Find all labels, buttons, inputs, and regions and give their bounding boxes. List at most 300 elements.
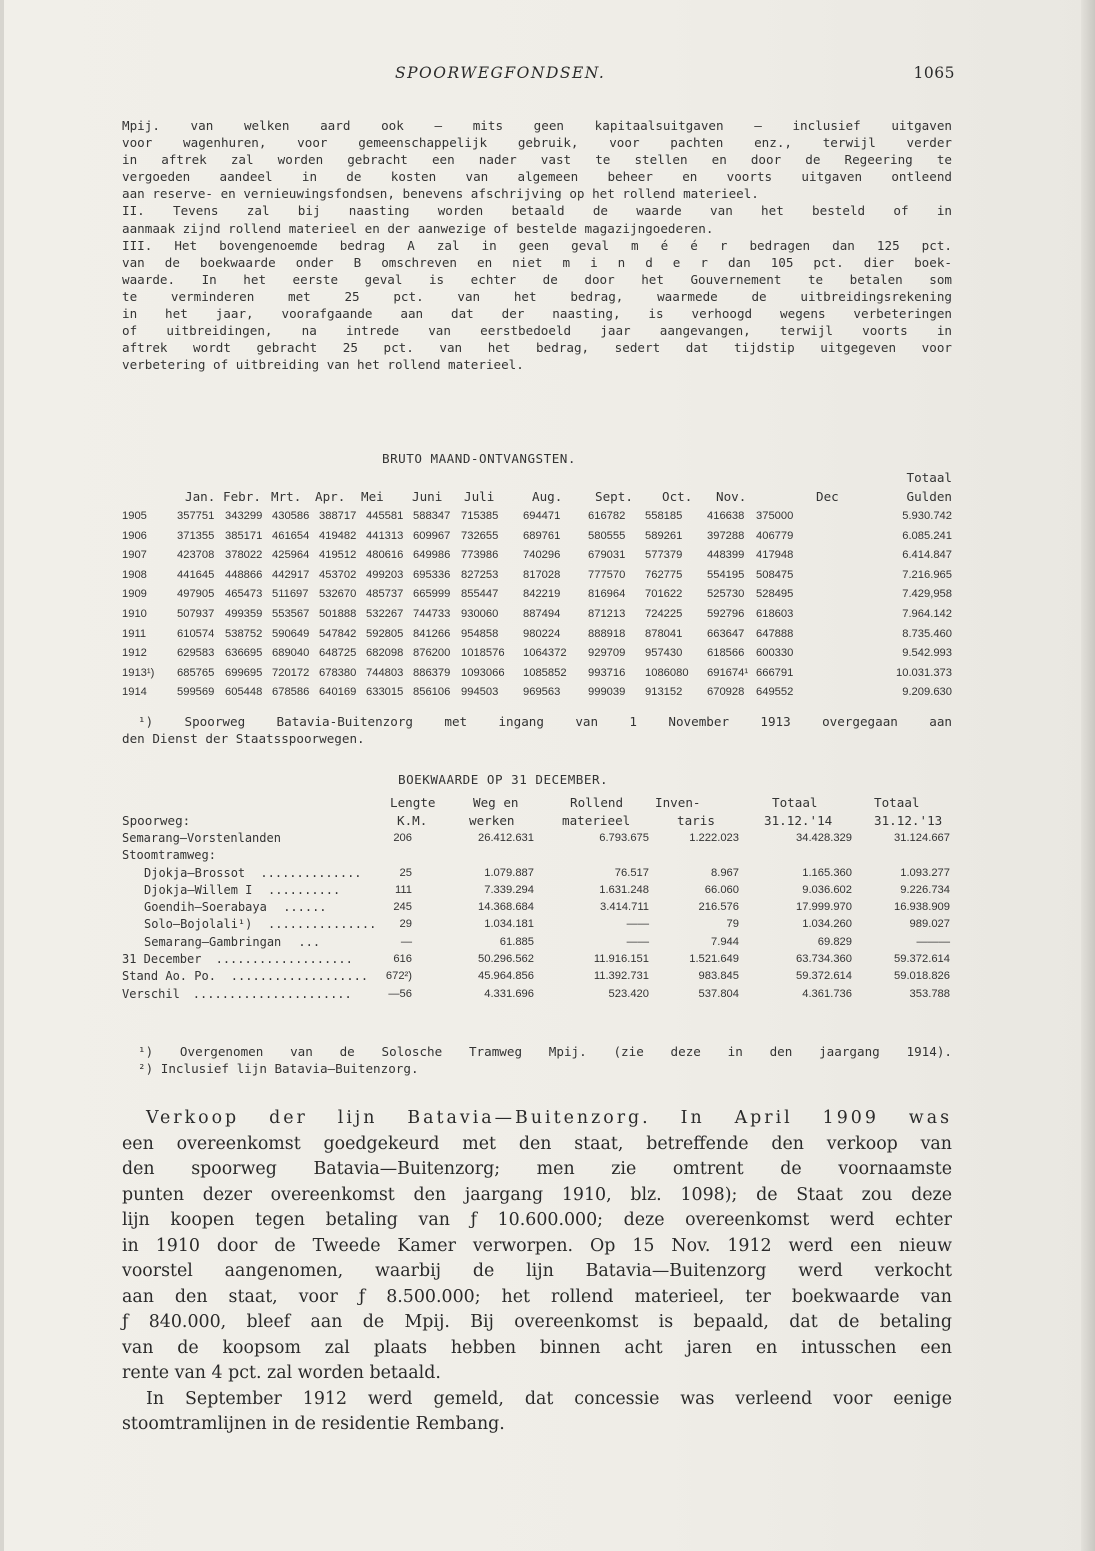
table-row — [122, 917, 952, 934]
row-label: Solo—Bojolali¹) — [144, 917, 253, 932]
row-label: 31 December — [122, 952, 202, 967]
cell-value: 17.999.970 — [796, 901, 852, 914]
table-row — [122, 952, 952, 969]
row-label: Goendih—Soerabaya — [144, 900, 267, 915]
month-value: 993716 — [588, 666, 626, 679]
intro-line: voor wagenhuren, voor gemeenschappelijk gebruik, voor pachten enz., terwijl verder — [122, 135, 952, 151]
cell-value: —56 — [388, 987, 412, 1000]
row-total: 9.542.993 — [902, 647, 952, 660]
month-value: 930060 — [461, 607, 499, 620]
month-value: 957430 — [645, 647, 683, 660]
month-value: 689040 — [272, 647, 310, 660]
cell-value: 1.631.248 — [599, 883, 649, 896]
column-header: Totaal — [874, 795, 920, 810]
table-row — [122, 883, 952, 900]
month-value: 732655 — [461, 529, 499, 542]
row-year: 1914 — [122, 686, 147, 699]
month-value: 425964 — [272, 549, 310, 562]
month-value: 648725 — [319, 647, 357, 660]
month-value: 599569 — [177, 686, 215, 699]
cell-value: 7.944 — [711, 935, 739, 948]
leader-dots: ................... — [230, 969, 369, 984]
cell-value: 45.964.856 — [478, 970, 534, 983]
month-value: 929709 — [588, 647, 626, 660]
footnote-line: den Dienst der Staatsspoorwegen. — [122, 731, 365, 746]
body-line: ƒ 840.000, bleef aan de Mpij. Bij overeenkomst is bepaald, dat de betaling — [122, 1312, 952, 1332]
cell-value: 523.420 — [608, 987, 649, 1000]
row-total: 6.085.241 — [902, 529, 952, 542]
month-value: 357751 — [177, 510, 215, 522]
body-line: voorstel aangenomen, waarbij de lijn Batavia—Buitenzorg werd verkocht — [122, 1261, 952, 1281]
month-value: 685765 — [177, 666, 215, 679]
month-value: 417948 — [756, 549, 794, 562]
month-value: 388717 — [319, 510, 357, 522]
cell-value: 111 — [394, 883, 412, 896]
month-value: 816964 — [588, 588, 626, 601]
body-line: een overeenkomst goedgekeurd met den staat, betreffende den verkoop van — [122, 1133, 952, 1154]
cell-value: 63.734.360 — [796, 953, 852, 966]
month-value: 485737 — [366, 588, 404, 601]
monthly-table-title: BRUTO MAAND-ONTVANGSTEN. — [382, 451, 576, 466]
table-row — [122, 586, 952, 606]
month-value: 999039 — [588, 686, 626, 699]
month-header: Aug. — [532, 489, 563, 504]
body-line: stoomtramlijnen in de residentie Rembang. — [122, 1414, 505, 1434]
month-value: 649552 — [756, 686, 794, 699]
month-value: 678380 — [319, 666, 357, 679]
cell-value: 76.517 — [614, 866, 649, 879]
month-value: 777570 — [588, 568, 626, 581]
monthly-table-body — [122, 508, 952, 704]
month-value: 699695 — [225, 666, 263, 679]
month-value: 480616 — [366, 549, 404, 562]
intro-line: in het jaar, voorafgaande aan dat der naasting, is verhoogd wegens verbeteringen — [122, 306, 952, 322]
month-value: 980224 — [523, 627, 561, 640]
cell-value: 983.845 — [698, 970, 739, 983]
column-subheader: K.M. — [397, 813, 428, 828]
month-value: 694471 — [523, 510, 561, 522]
intro-line: vergoeden aandeel in de kosten van algemeen beheer en voorts uitgaven ontleend — [122, 169, 952, 185]
month-value: 532267 — [366, 607, 404, 620]
month-value: 375000 — [756, 510, 794, 522]
monthly-receipts-table — [122, 470, 952, 704]
month-value: 682098 — [366, 647, 404, 660]
table-row — [122, 969, 952, 986]
table-row — [122, 665, 952, 685]
column-subheader: taris — [677, 813, 715, 828]
row-total: 10.031.373 — [896, 666, 952, 679]
month-value: 580555 — [588, 529, 626, 542]
table-row — [122, 547, 952, 567]
cell-value: 79 — [726, 918, 739, 931]
cell-value: 1.079.887 — [484, 866, 534, 879]
month-value: 406779 — [756, 529, 794, 542]
month-value: 441645 — [177, 568, 215, 581]
running-title: SPOORWEGFONDSEN. — [395, 64, 606, 82]
row-year: 1908 — [122, 568, 147, 581]
cell-value: 216.576 — [698, 901, 739, 914]
page-number: 1065 — [913, 64, 955, 82]
row-year: 1913¹) — [122, 666, 155, 679]
month-value: 715385 — [461, 510, 499, 522]
table-row — [122, 848, 952, 865]
column-subheader: 31.12.'13 — [874, 813, 943, 828]
month-value: 423708 — [177, 549, 215, 562]
month-value: 371355 — [177, 529, 215, 542]
row-year: 1911 — [122, 627, 147, 640]
month-value: 1085852 — [523, 666, 567, 679]
cell-value: 1.521.649 — [689, 953, 739, 966]
row-label: Semarang—Gambringan — [144, 934, 282, 949]
month-value: 508475 — [756, 568, 794, 581]
month-value: 647888 — [756, 627, 794, 640]
monthly-footnote — [122, 713, 952, 747]
month-value: 442917 — [272, 568, 310, 581]
intro-line: III. Het bovengenoemde bedrag A zal in geen geval m é é r bedragen dan 125 pct. — [122, 237, 952, 253]
footnote-line: ¹) Overgenomen van de Solosche Tramweg Mpij. (zie deze in den jaargang 1914). — [138, 1044, 952, 1059]
month-value: 445581 — [366, 510, 404, 522]
month-value: 695336 — [413, 568, 451, 581]
cell-value: 11.916.151 — [593, 953, 649, 966]
month-value: 501888 — [319, 607, 357, 620]
cell-value: 11.392.731 — [593, 970, 649, 983]
month-value: 547842 — [319, 627, 357, 640]
month-value: 740296 — [523, 549, 561, 562]
month-value: 558185 — [645, 510, 683, 522]
cell-value: —— — [626, 918, 649, 931]
row-label: Djokja—Willem I — [144, 882, 253, 897]
month-value: 618603 — [756, 607, 794, 620]
cell-value: 59.018.826 — [894, 970, 950, 983]
cell-value: 1.034.181 — [484, 918, 534, 931]
month-value: 969563 — [523, 686, 561, 699]
intro-line: verbetering of uitbreiding van het rollend materieel. — [122, 357, 524, 373]
column-subheader: werken — [469, 813, 515, 828]
cell-value: 537.804 — [698, 987, 739, 1000]
month-value: 609967 — [413, 529, 451, 542]
month-value: 532670 — [319, 588, 357, 601]
table-row — [122, 987, 952, 1004]
cell-value: 16.938.909 — [894, 901, 950, 914]
month-value: 1018576 — [461, 647, 505, 660]
row-year: 1912 — [122, 647, 147, 660]
table-row — [122, 567, 952, 587]
body-line: van de koopsom zal plaats hebben binnen acht jaren en intusschen een — [122, 1337, 952, 1358]
cell-value: 1.034.260 — [802, 918, 852, 931]
total-header: Totaal — [906, 470, 952, 485]
month-value: 954858 — [461, 627, 499, 640]
month-value: 465473 — [225, 588, 263, 601]
cell-value: 26.412.631 — [478, 832, 534, 844]
intro-line: in aftrek zal worden gebracht een nader vast te stellen en door de Regeering te — [122, 152, 952, 168]
cell-value: 8.967 — [711, 866, 739, 879]
column-header: Totaal — [772, 795, 818, 810]
month-value: 499359 — [225, 607, 263, 620]
month-value: 461654 — [272, 529, 310, 542]
month-value: 855447 — [461, 588, 499, 601]
column-header: Inven- — [655, 795, 701, 810]
month-value: 419482 — [319, 529, 357, 542]
row-label: Semarang—Vorstenlanden — [122, 831, 281, 845]
month-value: 878041 — [645, 627, 683, 640]
month-header: Sept. — [595, 489, 633, 504]
month-value: 871213 — [588, 607, 626, 620]
month-value: 856106 — [413, 686, 451, 699]
page-edge-right — [1081, 0, 1095, 1551]
monthly-table-header — [122, 470, 952, 508]
cell-value: 29 — [399, 918, 412, 931]
month-value: 528495 — [756, 588, 794, 601]
footnote-line: ¹) Spoorweg Batavia-Buitenzorg met ingang van 1 November 1913 overgegaan aan — [138, 714, 952, 729]
cell-value: 206 — [393, 832, 412, 844]
table-row — [122, 900, 952, 917]
row-total: 7.429,958 — [902, 588, 952, 601]
column-subheader: Spoorweg: — [122, 813, 191, 828]
intro-paragraph — [122, 117, 952, 373]
month-header: Juni — [412, 489, 443, 504]
leader-dots: .............. — [260, 865, 362, 880]
month-value: 913152 — [645, 686, 683, 699]
month-value: 773986 — [461, 549, 499, 562]
month-value: 441313 — [366, 529, 404, 542]
month-value: 590649 — [272, 627, 310, 640]
month-value: 538752 — [225, 627, 263, 640]
month-value: 553567 — [272, 607, 310, 620]
intro-line: te verminderen met 25 pct. van het bedrag, waarmede de uitbreidingsrekening — [122, 288, 952, 304]
table-row — [122, 626, 952, 646]
month-value: 588347 — [413, 510, 451, 522]
cell-value: 1.093.277 — [900, 866, 950, 879]
cell-value: 14.368.684 — [478, 901, 534, 914]
table-row — [122, 935, 952, 952]
cell-value: 61.885 — [499, 935, 534, 948]
cell-value: 245 — [393, 901, 412, 914]
cell-value: — — [400, 935, 412, 948]
cell-value: 353.788 — [909, 987, 950, 1000]
month-value: 448399 — [707, 549, 745, 562]
month-value: 610574 — [177, 627, 215, 640]
month-value: 827253 — [461, 568, 499, 581]
month-value: 430586 — [272, 510, 310, 522]
month-value: 876200 — [413, 647, 451, 660]
row-total: 7.216.965 — [902, 568, 952, 581]
cell-value: 4.361.736 — [802, 987, 852, 1000]
cell-value: 3.414.711 — [600, 901, 649, 914]
row-year: 1907 — [122, 549, 147, 562]
month-value: 616782 — [588, 510, 626, 522]
cell-value: 50.296.562 — [478, 953, 534, 966]
cell-value: 69.829 — [817, 935, 852, 948]
cell-value: 4.331.696 — [484, 987, 534, 1000]
sale-paragraph — [122, 1106, 952, 1438]
month-value: 678586 — [272, 686, 310, 699]
row-year: 1906 — [122, 529, 147, 542]
month-value: 554195 — [707, 568, 745, 581]
month-header: Juli — [464, 489, 495, 504]
month-header: Dec — [816, 489, 839, 504]
body-line: rente van 4 pct. zal worden betaald. — [122, 1363, 441, 1383]
month-header: Oct. — [662, 489, 693, 504]
table-row — [122, 645, 952, 665]
column-subheader: materieel — [562, 813, 631, 828]
month-value: 842219 — [523, 588, 561, 601]
leader-dots: ................... — [215, 952, 353, 967]
body-line: den spoorweg Batavia—Buitenzorg; men zie omtrent de voornaamste — [122, 1159, 952, 1179]
cell-value: 31.124.667 — [894, 832, 950, 844]
cell-value: 989.027 — [909, 918, 950, 931]
month-value: 886379 — [413, 666, 451, 679]
month-value: 744803 — [366, 666, 404, 679]
row-year: 1905 — [122, 510, 147, 522]
month-value: 888918 — [588, 627, 626, 640]
book-value-table — [122, 795, 952, 1004]
body-line: In September 1912 werd gemeld, dat concessie was verleend voor eenige — [146, 1388, 952, 1409]
month-value: 497905 — [177, 588, 215, 601]
cell-value: ——— — [916, 935, 950, 948]
book-table-header — [122, 795, 952, 831]
month-value: 666791 — [756, 666, 794, 679]
month-value: 689761 — [523, 529, 561, 542]
month-value: 397288 — [707, 529, 745, 542]
month-value: 817028 — [523, 568, 561, 581]
leader-dots: ...................... — [192, 986, 352, 1001]
book-footnote — [122, 1043, 952, 1077]
cell-value: —— — [626, 935, 649, 948]
month-value: 525730 — [707, 588, 745, 601]
table-row — [122, 866, 952, 883]
month-value: 744733 — [413, 607, 451, 620]
month-value: 600330 — [756, 647, 794, 660]
column-header: Rollend — [570, 795, 624, 810]
month-value: 679031 — [588, 549, 626, 562]
row-total: 7.964.142 — [902, 607, 952, 620]
intro-line: aftrek wordt gebracht 25 pct. van het bedrag, sedert dat tijdstip uitgegeven voor — [122, 340, 952, 356]
running-head — [120, 64, 955, 88]
footnote-line: ²) Inclusief lijn Batavia—Buitenzorg. — [138, 1061, 419, 1076]
month-value: 633015 — [366, 686, 404, 699]
leader-dots: ...... — [283, 900, 327, 915]
cell-value: 672²) — [385, 970, 412, 983]
cell-value: 59.372.614 — [894, 953, 950, 966]
table-row — [122, 606, 952, 626]
intro-line: Mpij. van welken aard ook — mits geen kapitaalsuitgaven — inclusief uitgaven — [122, 118, 952, 133]
cell-value: 7.339.294 — [484, 883, 534, 896]
intro-line: waarde. In het eerste geval is echter de door het Gouvernement te betalen som — [122, 271, 952, 287]
month-header: Jan. — [185, 489, 216, 504]
intro-line: van de boekwaarde onder B omschreven en niet m i n d e r dan 105 pct. dier boek- — [122, 254, 952, 270]
month-value: 343299 — [225, 510, 263, 522]
body-line: lijn koopen tegen betaling van ƒ 10.600.000; deze overeenkomst werd echter — [122, 1210, 952, 1230]
column-header: Lengte — [390, 795, 436, 810]
column-subheader: 31.12.'14 — [764, 813, 833, 828]
book-table-body — [122, 831, 952, 1004]
month-value: 605448 — [225, 686, 263, 699]
month-value: 592805 — [366, 627, 404, 640]
month-value: 701622 — [645, 588, 683, 601]
month-header: Mrt. — [271, 489, 302, 504]
month-value: 665999 — [413, 588, 451, 601]
table-row — [122, 508, 952, 528]
row-label: Stoomtramweg: — [122, 848, 216, 863]
table-row — [122, 831, 952, 848]
month-value: 511697 — [272, 588, 309, 601]
intro-line: II. Tevens zal bij naasting worden betaald de waarde van het besteld of in — [122, 203, 952, 219]
row-label: Stand Ao. Po. — [122, 969, 216, 984]
month-value: 577379 — [645, 549, 683, 562]
month-value: 691674¹ — [707, 666, 749, 679]
body-line: aan den staat, voor ƒ 8.500.000; het rollend materieel, ter boekwaarde van — [122, 1286, 952, 1307]
page-edge-left — [0, 0, 4, 1551]
leader-dots: ............... — [268, 917, 377, 932]
total-currency-header: Gulden — [906, 489, 952, 504]
book-table-title: BOEKWAARDE OP 31 DECEMBER. — [398, 772, 609, 787]
cell-value: 59.372.614 — [796, 970, 852, 983]
month-value: 453702 — [319, 568, 357, 581]
intro-line: of uitbreidingen, na intrede van eerstbedoeld jaar aangevangen, terwijl voorts in — [122, 323, 952, 339]
table-row — [122, 528, 952, 548]
cell-value: 9.036.602 — [802, 883, 852, 896]
month-value: 385171 — [225, 529, 263, 542]
cell-value: 66.060 — [704, 883, 739, 896]
month-value: 448866 — [225, 568, 263, 581]
leader-dots: .......... — [268, 882, 341, 897]
row-year: 1910 — [122, 607, 147, 620]
month-value: 649986 — [413, 549, 451, 562]
month-value: 378022 — [225, 549, 263, 562]
month-value: 724225 — [645, 607, 683, 620]
leader-dots: ... — [298, 934, 321, 949]
row-label: Djokja—Brossot — [144, 865, 246, 880]
month-header: Nov. — [716, 489, 747, 504]
month-value: 720172 — [272, 666, 310, 679]
row-total: 9.209.630 — [902, 686, 952, 699]
cell-value: 9.226.734 — [900, 883, 950, 896]
body-line: in 1910 door de Tweede Kamer verworpen. Op 15 Nov. 1912 werd een nieuw — [122, 1235, 952, 1256]
body-line: Verkoop der lijn Batavia—Buitenzorg. In April 1909 was — [146, 1108, 952, 1128]
month-header: Mei — [361, 489, 384, 504]
cell-value: 616 — [393, 953, 412, 966]
month-value: 762775 — [645, 568, 683, 581]
month-value: 1086080 — [645, 666, 689, 679]
month-value: 592796 — [707, 607, 745, 620]
table-row — [122, 684, 952, 704]
column-header: Weg en — [473, 795, 519, 810]
month-header: Febr. — [223, 489, 261, 504]
month-value: 663647 — [707, 627, 745, 640]
month-value: 640169 — [319, 686, 357, 699]
row-total: 6.414.847 — [902, 549, 952, 562]
intro-line: aan reserve- en vernieuwingsfondsen, benevens afschrijving op het rollend materieel. — [122, 186, 759, 202]
month-value: 499203 — [366, 568, 404, 581]
month-header: Apr. — [315, 489, 346, 504]
cell-value: 6.793.675 — [599, 832, 649, 844]
month-value: 841266 — [413, 627, 451, 640]
month-value: 994503 — [461, 686, 499, 699]
row-label: Verschil — [122, 986, 180, 1001]
month-value: 618566 — [707, 647, 745, 660]
month-value: 589261 — [645, 529, 683, 542]
month-value: 1093066 — [461, 666, 505, 679]
cell-value: 1.165.360 — [802, 866, 852, 879]
row-year: 1909 — [122, 588, 147, 601]
cell-value: 1.222.023 — [689, 832, 739, 844]
row-total: 8.735.460 — [902, 627, 952, 640]
month-value: 670928 — [707, 686, 745, 699]
cell-value: 34.428.329 — [796, 832, 852, 844]
row-total: 5.930.742 — [902, 510, 952, 522]
month-value: 636695 — [225, 647, 263, 660]
month-value: 629583 — [177, 647, 215, 660]
